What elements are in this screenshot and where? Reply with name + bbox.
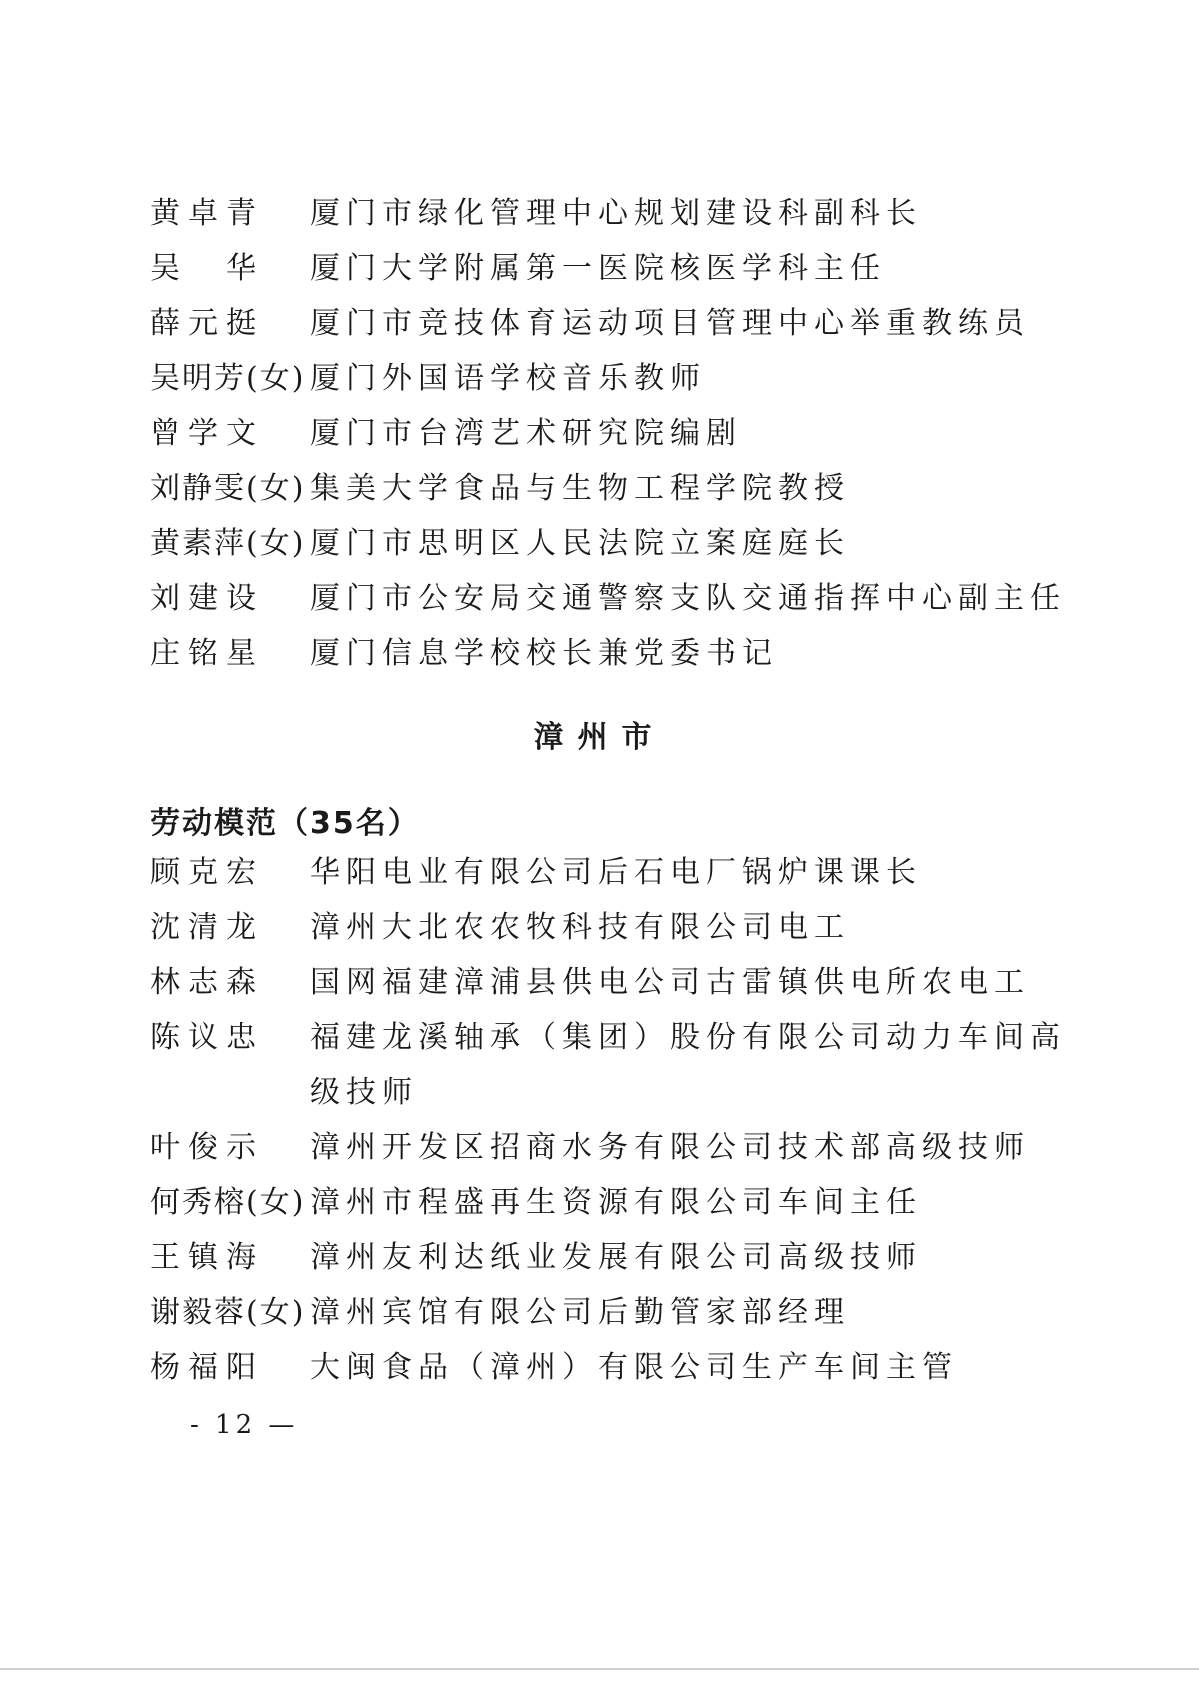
person-description: 厦门信息学校校长兼党委书记 xyxy=(310,636,778,671)
list-item xyxy=(150,351,1050,407)
person-name: 庄铭星 xyxy=(150,636,264,671)
person-name: 沈清龙 xyxy=(150,910,264,945)
person-description: 厦门市绿化管理中心规划建设科副科长 xyxy=(310,196,922,231)
list-item-continuation xyxy=(150,1065,1050,1121)
list-item xyxy=(150,1285,1050,1341)
person-description: 厦门市公安局交通警察支队交通指挥中心副主任 xyxy=(310,581,1066,616)
person-name: 刘建设 xyxy=(150,581,264,616)
person-name: 何秀榕(女) xyxy=(150,1185,306,1220)
person-description: 厦门大学附属第一医院核医学科主任 xyxy=(310,251,886,286)
list-item xyxy=(150,1230,1050,1286)
list-item xyxy=(150,1340,1050,1396)
person-name: 刘静雯(女) xyxy=(150,471,306,506)
person-description: 漳州宾馆有限公司后勤管家部经理 xyxy=(310,1295,850,1330)
list-item xyxy=(150,241,1050,297)
person-description: 华阳电业有限公司后石电厂锅炉课课长 xyxy=(310,855,922,890)
person-name: 杨福阳 xyxy=(150,1350,264,1385)
list-item xyxy=(150,296,1050,352)
person-name: 黄卓青 xyxy=(150,196,264,231)
person-name: 叶俊示 xyxy=(150,1130,264,1165)
list-item xyxy=(150,1010,1066,1066)
person-description: 福建龙溪轴承（集团）股份有限公司动力车间高 xyxy=(310,1020,1066,1055)
category-heading: 劳动模范（35名） xyxy=(150,806,420,841)
list-item xyxy=(150,516,1050,572)
person-description: 国网福建漳浦县供电公司古雷镇供电所农电工 xyxy=(310,965,1030,1000)
list-item xyxy=(150,900,1050,956)
person-name: 吴明芳(女) xyxy=(150,361,306,396)
person-description: 厦门市台湾艺术研究院编剧 xyxy=(310,416,742,451)
person-name: 顾克宏 xyxy=(150,855,264,890)
person-description: 厦门市思明区人民法院立案庭庭长 xyxy=(310,526,850,561)
person-name: 林志森 xyxy=(150,965,264,1000)
list-item xyxy=(150,1175,1050,1231)
person-name: 陈议忠 xyxy=(150,1020,264,1055)
list-item xyxy=(150,845,1050,901)
list-item xyxy=(150,626,1050,682)
person-name: 谢毅蓉(女) xyxy=(150,1295,306,1330)
person-name: 曾学文 xyxy=(150,416,264,451)
person-description: 集美大学食品与生物工程学院教授 xyxy=(310,471,850,506)
person-description: 漳州市程盛再生资源有限公司车间主任 xyxy=(310,1185,922,1220)
person-description: 大闽食品（漳州）有限公司生产车间主管 xyxy=(310,1350,958,1385)
person-name: 吴 华 xyxy=(150,251,264,286)
person-description: 厦门市竞技体育运动项目管理中心举重教练员 xyxy=(310,306,1030,341)
list-item xyxy=(150,461,1050,517)
list-item xyxy=(150,406,1050,462)
person-description-continued: 级技师 xyxy=(310,1075,418,1110)
list-item xyxy=(150,186,1050,242)
list-item xyxy=(150,955,1050,1011)
list-item xyxy=(150,1120,1050,1176)
person-name: 黄素萍(女) xyxy=(150,526,306,561)
page-number: - 12 — xyxy=(190,1410,299,1440)
scan-edge-divider xyxy=(0,1668,1199,1670)
person-description: 厦门外国语学校音乐教师 xyxy=(310,361,706,396)
list-item xyxy=(150,571,1066,627)
person-description: 漳州开发区招商水务有限公司技术部高级技师 xyxy=(310,1130,1030,1165)
section-heading: 漳州市 xyxy=(533,720,666,755)
person-description: 漳州大北农农牧科技有限公司电工 xyxy=(310,910,850,945)
person-description: 漳州友利达纸业发展有限公司高级技师 xyxy=(310,1240,922,1275)
person-name: 薛元挺 xyxy=(150,306,264,341)
person-name: 王镇海 xyxy=(150,1240,264,1275)
